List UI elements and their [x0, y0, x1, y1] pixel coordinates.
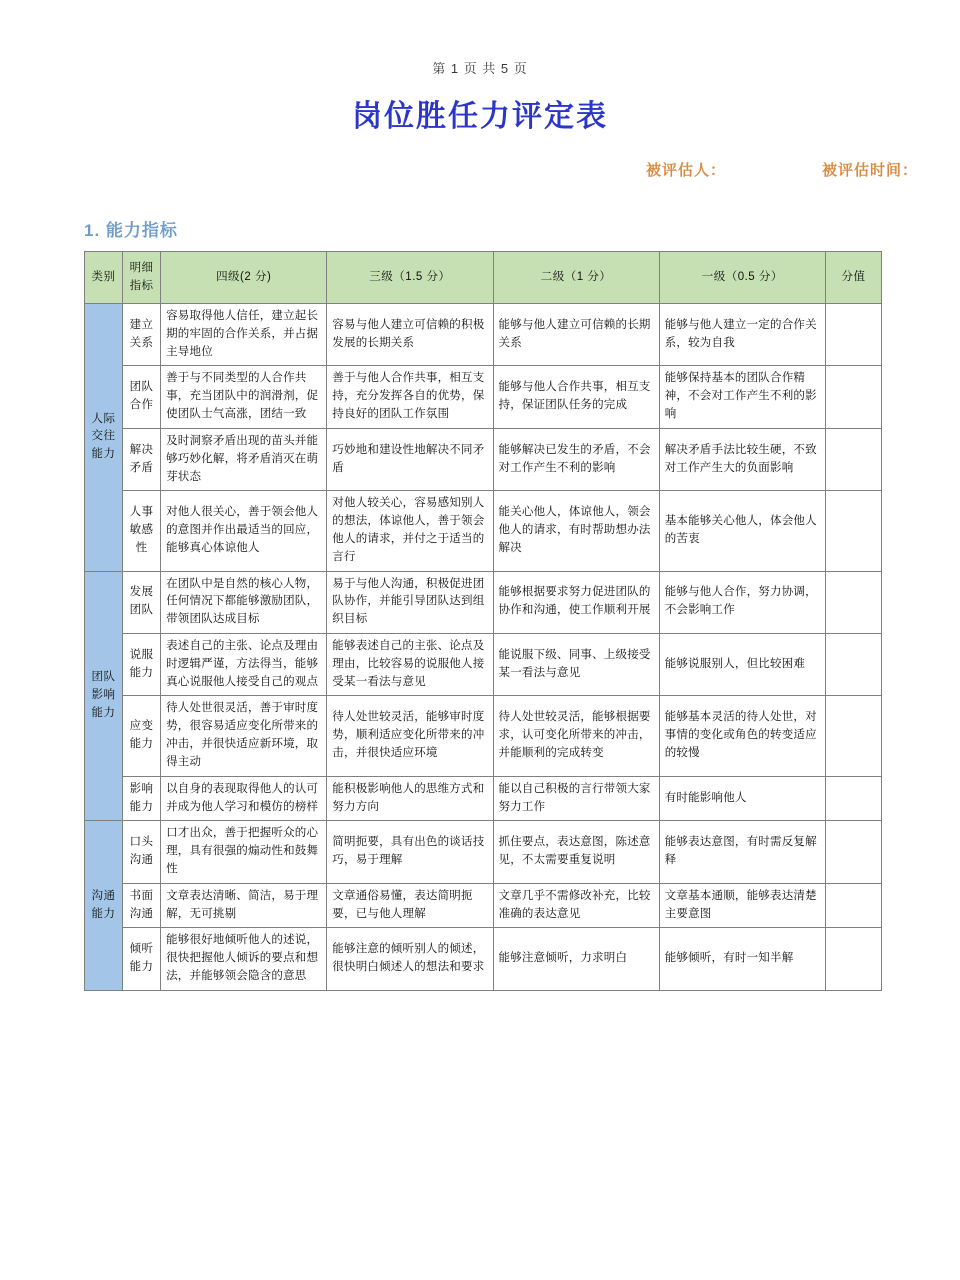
descriptor-cell-level4: 待人处世很灵活，善于审时度势，很容易适应变化所带来的冲击，并很快适应新环境，取得主动 — [161, 696, 327, 776]
descriptor-cell-level1: 能够倾听，有时一知半解 — [659, 928, 825, 990]
descriptor-cell-level4: 能够很好地倾听他人的述说，很快把握他人倾诉的要点和想法，并能够领会隐含的意思 — [161, 928, 327, 990]
indicator-cell: 影响能力 — [123, 776, 161, 821]
score-input-cell[interactable] — [825, 928, 881, 990]
descriptor-cell-level3: 能够表述自己的主张、论点及理由，比较容易的说服他人接受某一看法与意见 — [327, 634, 493, 696]
header-level2: 二级（1 分） — [493, 252, 659, 304]
score-input-cell[interactable] — [825, 696, 881, 776]
descriptor-cell-level3: 容易与他人建立可信赖的积极发展的长期关系 — [327, 304, 493, 366]
descriptor-cell-level2: 能够解决已发生的矛盾，不会对工作产生不利的影响 — [493, 428, 659, 490]
descriptor-cell-level1: 文章基本通顺，能够表达清楚主要意图 — [659, 883, 825, 928]
score-input-cell[interactable] — [825, 776, 881, 821]
table-row — [85, 696, 882, 776]
descriptor-cell-level4: 文章表达清晰、简洁，易于理解，无可挑剔 — [161, 883, 327, 928]
descriptor-cell-level3: 能积极影响他人的思维方式和努力方向 — [327, 776, 493, 821]
table-row — [85, 491, 882, 571]
category-cell: 人际交往能力 — [85, 304, 123, 572]
indicator-cell: 倾听能力 — [123, 928, 161, 990]
score-input-cell[interactable] — [825, 428, 881, 490]
descriptor-cell-level2: 能说服下级、同事、上级接受某一看法与意见 — [493, 634, 659, 696]
descriptor-cell-level3: 文章通俗易懂，表达简明扼要，已与他人理解 — [327, 883, 493, 928]
table-row — [85, 571, 882, 633]
descriptor-cell-level3: 善于与他人合作共事，相互支持，充分发挥各自的优势，保持良好的团队工作氛围 — [327, 366, 493, 428]
table-header-row — [85, 252, 882, 304]
table-row — [85, 304, 882, 366]
table-row — [85, 883, 882, 928]
table-row — [85, 776, 882, 821]
score-input-cell[interactable] — [825, 571, 881, 633]
descriptor-cell-level3: 对他人较关心，容易感知别人的想法，体谅他人，善于领会他人的请求，并付之于适当的言行 — [327, 491, 493, 571]
descriptor-cell-level4: 善于与不同类型的人合作共事，充当团队中的润滑剂，促使团队士气高涨，团结一致 — [161, 366, 327, 428]
descriptor-cell-level1: 基本能够关心他人，体会他人的苦衷 — [659, 491, 825, 571]
indicator-cell: 解决矛盾 — [123, 428, 161, 490]
descriptor-cell-level3: 巧妙地和建设性地解决不同矛盾 — [327, 428, 493, 490]
descriptor-cell-level4: 及时洞察矛盾出现的苗头并能够巧妙化解，将矛盾消灭在萌芽状态 — [161, 428, 327, 490]
table-row — [85, 634, 882, 696]
score-input-cell[interactable] — [825, 634, 881, 696]
descriptor-cell-level2: 能够注意倾听，力求明白 — [493, 928, 659, 990]
descriptor-cell-level2: 文章几乎不需修改补充，比较准确的表达意见 — [493, 883, 659, 928]
descriptor-cell-level4: 在团队中是自然的核心人物，任何情况下都能够激励团队，带领团队达成目标 — [161, 571, 327, 633]
score-input-cell[interactable] — [825, 491, 881, 571]
descriptor-cell-level1: 能够基本灵活的待人处世，对事情的变化或角色的转变适应的较慢 — [659, 696, 825, 776]
indicator-cell: 发展团队 — [123, 571, 161, 633]
evaluate-time-label: 被评估时间： — [821, 162, 918, 179]
header-level4: 四级(2 分) — [161, 252, 327, 304]
indicator-cell: 书面沟通 — [123, 883, 161, 928]
descriptor-cell-level2: 能够与他人建立可信赖的长期关系 — [493, 304, 659, 366]
indicator-cell: 建立关系 — [123, 304, 161, 366]
table-row — [85, 428, 882, 490]
descriptor-cell-level2: 能够根据要求努力促进团队的协作和沟通，使工作顺利开展 — [493, 571, 659, 633]
table-row — [85, 928, 882, 990]
score-input-cell[interactable] — [825, 821, 881, 883]
indicator-cell: 人事敏感性 — [123, 491, 161, 571]
descriptor-cell-level2: 能关心他人，体谅他人，领会他人的请求，有时帮助想办法解决 — [493, 491, 659, 571]
table-body — [85, 304, 882, 991]
page-title: 岗位胜任力评定表 — [352, 100, 608, 133]
descriptor-cell-level2: 能够与他人合作共事，相互支持，保证团队任务的完成 — [493, 366, 659, 428]
descriptor-cell-level3: 能够注意的倾听别人的倾述，很快明白倾述人的想法和要求 — [327, 928, 493, 990]
table-row — [85, 821, 882, 883]
indicator-cell: 团队合作 — [123, 366, 161, 428]
score-input-cell[interactable] — [825, 366, 881, 428]
category-cell: 团队影响能力 — [85, 571, 123, 821]
descriptor-cell-level4: 口才出众，善于把握听众的心理，具有很强的煽动性和鼓舞性 — [161, 821, 327, 883]
descriptor-cell-level1: 解决矛盾手法比较生硬，不致对工作产生大的负面影响 — [659, 428, 825, 490]
header-category: 类别 — [85, 252, 123, 304]
header-indicator: 明细指标 — [123, 252, 161, 304]
category-cell: 沟通能力 — [85, 821, 123, 991]
descriptor-cell-level1: 能够表达意图，有时需反复解释 — [659, 821, 825, 883]
evaluatee-label: 被评估人： — [645, 162, 726, 179]
indicator-cell: 应变能力 — [123, 696, 161, 776]
descriptor-cell-level3: 简明扼要，具有出色的谈话技巧，易于理解 — [327, 821, 493, 883]
descriptor-cell-level3: 易于与他人沟通，积极促进团队协作，并能引导团队达到组织目标 — [327, 571, 493, 633]
table-row — [85, 366, 882, 428]
indicator-cell: 口头沟通 — [123, 821, 161, 883]
descriptor-cell-level4: 容易取得他人信任，建立起长期的牢固的合作关系，并占据主导地位 — [161, 304, 327, 366]
descriptor-cell-level1: 能够与他人建立一定的合作关系，较为自我 — [659, 304, 825, 366]
page-indicator: 第 1 页 共 5 页 — [432, 61, 528, 76]
header-level1: 一级（0.5 分） — [659, 252, 825, 304]
header-level3: 三级（1.5 分） — [327, 252, 493, 304]
score-input-cell[interactable] — [825, 883, 881, 928]
table-header — [85, 252, 882, 304]
descriptor-cell-level1: 能够保持基本的团队合作精神，不会对工作产生不利的影响 — [659, 366, 825, 428]
descriptor-cell-level4: 以自身的表现取得他人的认可并成为他人学习和模仿的榜样 — [161, 776, 327, 821]
indicator-cell: 说服能力 — [123, 634, 161, 696]
descriptor-cell-level3: 待人处世较灵活，能够审时度势，顺利适应变化所带来的冲击，并很快适应环境 — [327, 696, 493, 776]
competency-matrix-table — [84, 251, 882, 991]
descriptor-cell-level2: 抓住要点，表达意图，陈述意见，不太需要重复说明 — [493, 821, 659, 883]
descriptor-cell-level4: 表述自己的主张、论点及理由时逻辑严谨，方法得当，能够真心说服他人接受自己的观点 — [161, 634, 327, 696]
section-heading-capability-indicators: 1. 能力指标 — [84, 221, 178, 240]
score-input-cell[interactable] — [825, 304, 881, 366]
header-score: 分值 — [825, 252, 881, 304]
descriptor-cell-level2: 待人处世较灵活，能够根据要求，认可变化所带来的冲击，并能顺利的完成转变 — [493, 696, 659, 776]
descriptor-cell-level4: 对他人很关心，善于领会他人的意图并作出最适当的回应，能够真心体谅他人 — [161, 491, 327, 571]
descriptor-cell-level1: 有时能影响他人 — [659, 776, 825, 821]
evaluation-meta — [0, 159, 960, 180]
descriptor-cell-level1: 能够说服别人，但比较困难 — [659, 634, 825, 696]
descriptor-cell-level1: 能够与他人合作，努力协调，不会影响工作 — [659, 571, 825, 633]
descriptor-cell-level2: 能以自己积极的言行带领大家努力工作 — [493, 776, 659, 821]
